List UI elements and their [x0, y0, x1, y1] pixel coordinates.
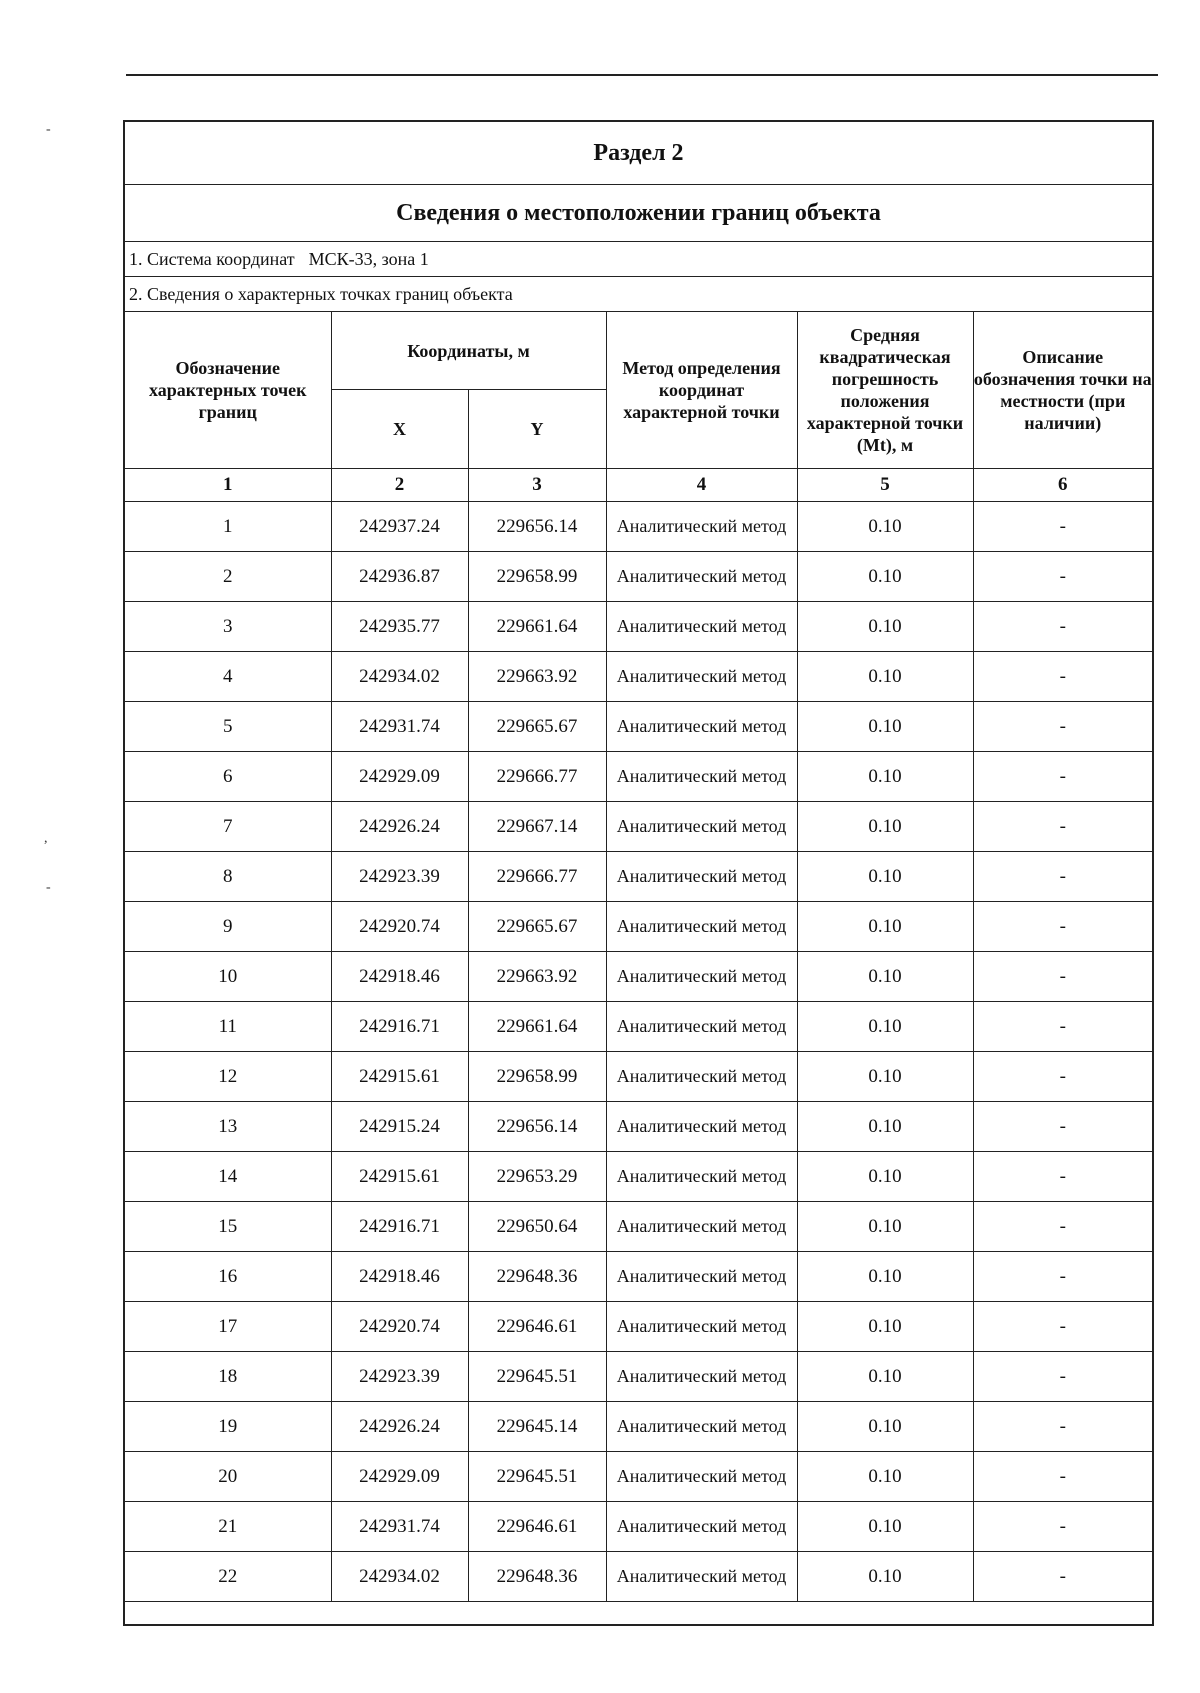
table-row [125, 652, 1152, 702]
mt-value: 0.10 [797, 1052, 973, 1102]
coord-y: 229656.14 [468, 502, 606, 552]
method: Аналитический метод [606, 852, 797, 902]
header-y: Y [468, 390, 606, 469]
table-row [125, 852, 1152, 902]
point-number: 3 [125, 602, 331, 652]
coord-x: 242918.46 [331, 952, 468, 1002]
description: - [973, 1002, 1152, 1052]
point-number: 15 [125, 1202, 331, 1252]
point-number: 18 [125, 1352, 331, 1402]
coord-y: 229665.67 [468, 902, 606, 952]
table-row [125, 1002, 1152, 1052]
point-number: 10 [125, 952, 331, 1002]
section-subtitle: Сведения о местоположении границ объекта [125, 185, 1152, 242]
column-number: 6 [973, 469, 1152, 502]
description: - [973, 652, 1152, 702]
description: - [973, 1302, 1152, 1352]
coord-y: 229663.92 [468, 652, 606, 702]
method: Аналитический метод [606, 1552, 797, 1602]
table-row [125, 902, 1152, 952]
method: Аналитический метод [606, 802, 797, 852]
point-number: 6 [125, 752, 331, 802]
section-title: Раздел 2 [125, 122, 1152, 185]
coord-y: 229666.77 [468, 852, 606, 902]
mt-value: 0.10 [797, 1102, 973, 1152]
point-number: 13 [125, 1102, 331, 1152]
point-number: 14 [125, 1152, 331, 1202]
point-number: 5 [125, 702, 331, 752]
coord-y: 229653.29 [468, 1152, 606, 1202]
description: - [973, 1102, 1152, 1152]
description: - [973, 1502, 1152, 1552]
coord-y: 229645.51 [468, 1352, 606, 1402]
method: Аналитический метод [606, 702, 797, 752]
mt-value: 0.10 [797, 852, 973, 902]
table-filler-cell [125, 1602, 1152, 1625]
table-row [125, 1402, 1152, 1452]
coord-y: 229656.14 [468, 1102, 606, 1152]
table-row [125, 1102, 1152, 1152]
point-number: 20 [125, 1452, 331, 1502]
mt-value: 0.10 [797, 1502, 973, 1552]
method: Аналитический метод [606, 1152, 797, 1202]
coord-x: 242934.02 [331, 652, 468, 702]
mt-value: 0.10 [797, 752, 973, 802]
table-row [125, 1452, 1152, 1502]
coord-y: 229648.36 [468, 1552, 606, 1602]
method: Аналитический метод [606, 1402, 797, 1452]
coord-y: 229646.61 [468, 1302, 606, 1352]
mt-value: 0.10 [797, 902, 973, 952]
method: Аналитический метод [606, 1002, 797, 1052]
mt-value: 0.10 [797, 1252, 973, 1302]
point-number: 19 [125, 1402, 331, 1452]
table-row [125, 1502, 1152, 1552]
mt-value: 0.10 [797, 1302, 973, 1352]
description: - [973, 1452, 1152, 1502]
coord-x: 242926.24 [331, 1402, 468, 1452]
table-row [125, 1302, 1152, 1352]
description: - [973, 1252, 1152, 1302]
coord-x: 242916.71 [331, 1202, 468, 1252]
boundary-points-table [125, 312, 1152, 1624]
column-number: 1 [125, 469, 331, 502]
mt-value: 0.10 [797, 552, 973, 602]
method: Аналитический метод [606, 1302, 797, 1352]
point-number: 2 [125, 552, 331, 602]
coord-y: 229648.36 [468, 1252, 606, 1302]
description: - [973, 552, 1152, 602]
coord-x: 242929.09 [331, 752, 468, 802]
coord-x: 242915.61 [331, 1152, 468, 1202]
point-number: 8 [125, 852, 331, 902]
description: - [973, 1352, 1152, 1402]
column-number: 4 [606, 469, 797, 502]
point-number: 4 [125, 652, 331, 702]
table-row [125, 1352, 1152, 1402]
mt-value: 0.10 [797, 1202, 973, 1252]
description: - [973, 802, 1152, 852]
mt-value: 0.10 [797, 502, 973, 552]
coord-x: 242926.24 [331, 802, 468, 852]
method: Аналитический метод [606, 1502, 797, 1552]
description: - [973, 1402, 1152, 1452]
mt-value: 0.10 [797, 702, 973, 752]
column-number: 5 [797, 469, 973, 502]
coord-x: 242929.09 [331, 1452, 468, 1502]
coord-x: 242918.46 [331, 1252, 468, 1302]
mt-value: 0.10 [797, 1402, 973, 1452]
point-number: 21 [125, 1502, 331, 1552]
header-x: X [331, 390, 468, 469]
coord-x: 242915.61 [331, 1052, 468, 1102]
coord-y: 229645.51 [468, 1452, 606, 1502]
coord-x: 242916.71 [331, 1002, 468, 1052]
coord-x: 242934.02 [331, 1552, 468, 1602]
coord-y: 229658.99 [468, 552, 606, 602]
coord-x: 242931.74 [331, 702, 468, 752]
point-number: 1 [125, 502, 331, 552]
coord-y: 229645.14 [468, 1402, 606, 1452]
method: Аналитический метод [606, 1052, 797, 1102]
table-row [125, 552, 1152, 602]
coord-y: 229661.64 [468, 1002, 606, 1052]
method: Аналитический метод [606, 602, 797, 652]
table-row [125, 1552, 1152, 1602]
point-number: 11 [125, 1002, 331, 1052]
top-rule [126, 74, 1158, 76]
header-description: Описание обозначения точки на местности (при наличии) [973, 312, 1152, 469]
coord-y: 229650.64 [468, 1202, 606, 1252]
header-method: Метод определения координат характерной точки [606, 312, 797, 469]
method: Аналитический метод [606, 952, 797, 1002]
method: Аналитический метод [606, 552, 797, 602]
description: - [973, 952, 1152, 1002]
margin-mark: - [46, 880, 51, 895]
mt-value: 0.10 [797, 652, 973, 702]
mt-value: 0.10 [797, 1152, 973, 1202]
points-heading: 2. Сведения о характерных точках границ объекта [125, 277, 1152, 312]
coord-y: 229658.99 [468, 1052, 606, 1102]
coord-x: 242937.24 [331, 502, 468, 552]
point-number: 12 [125, 1052, 331, 1102]
mt-value: 0.10 [797, 1002, 973, 1052]
mt-value: 0.10 [797, 1552, 973, 1602]
coord-x: 242935.77 [331, 602, 468, 652]
column-number: 3 [468, 469, 606, 502]
header-coords: Координаты, м [331, 312, 606, 390]
table-row [125, 1052, 1152, 1102]
coord-x: 242915.24 [331, 1102, 468, 1152]
point-number: 17 [125, 1302, 331, 1352]
point-number: 9 [125, 902, 331, 952]
coord-y: 229661.64 [468, 602, 606, 652]
coord-x: 242923.39 [331, 852, 468, 902]
point-number: 16 [125, 1252, 331, 1302]
coord-x: 242920.74 [331, 902, 468, 952]
table-body [125, 502, 1152, 1625]
mt-value: 0.10 [797, 952, 973, 1002]
table-row [125, 502, 1152, 552]
coord-y: 229665.67 [468, 702, 606, 752]
description: - [973, 502, 1152, 552]
method: Аналитический метод [606, 1102, 797, 1152]
table-row [125, 1202, 1152, 1252]
method: Аналитический метод [606, 752, 797, 802]
margin-mark: - [46, 122, 51, 137]
method: Аналитический метод [606, 1252, 797, 1302]
coord-x: 242920.74 [331, 1302, 468, 1352]
coord-y: 229666.77 [468, 752, 606, 802]
coord-x: 242931.74 [331, 1502, 468, 1552]
description: - [973, 902, 1152, 952]
point-number: 22 [125, 1552, 331, 1602]
table-row [125, 952, 1152, 1002]
mt-value: 0.10 [797, 602, 973, 652]
margin-mark: , [44, 831, 48, 846]
coord-x: 242923.39 [331, 1352, 468, 1402]
coord-y: 229663.92 [468, 952, 606, 1002]
column-number: 2 [331, 469, 468, 502]
document-section [123, 120, 1154, 1626]
description: - [973, 752, 1152, 802]
method: Аналитический метод [606, 902, 797, 952]
method: Аналитический метод [606, 652, 797, 702]
header-error: Средняя квадратическая погрешность положения характерной точки (Mt), м [797, 312, 973, 469]
method: Аналитический метод [606, 1452, 797, 1502]
table-row [125, 752, 1152, 802]
description: - [973, 1052, 1152, 1102]
method: Аналитический метод [606, 502, 797, 552]
description: - [973, 1552, 1152, 1602]
table-row [125, 1152, 1152, 1202]
description: - [973, 602, 1152, 652]
mt-value: 0.10 [797, 802, 973, 852]
table-row [125, 802, 1152, 852]
coord-system-value: МСК-33, зона 1 [308, 248, 429, 269]
table-filler-row [125, 1602, 1152, 1625]
table-row [125, 602, 1152, 652]
method: Аналитический метод [606, 1202, 797, 1252]
mt-value: 0.10 [797, 1352, 973, 1402]
description: - [973, 1152, 1152, 1202]
coord-system-label: 1. Система координат [129, 248, 295, 269]
table-row [125, 1252, 1152, 1302]
description: - [973, 1202, 1152, 1252]
header-designation: Обозначение характерных точек границ [125, 312, 331, 469]
mt-value: 0.10 [797, 1452, 973, 1502]
coord-system-line [125, 242, 1152, 277]
coord-y: 229667.14 [468, 802, 606, 852]
point-number: 7 [125, 802, 331, 852]
coord-y: 229646.61 [468, 1502, 606, 1552]
coord-x: 242936.87 [331, 552, 468, 602]
description: - [973, 852, 1152, 902]
method: Аналитический метод [606, 1352, 797, 1402]
description: - [973, 702, 1152, 752]
table-row [125, 702, 1152, 752]
